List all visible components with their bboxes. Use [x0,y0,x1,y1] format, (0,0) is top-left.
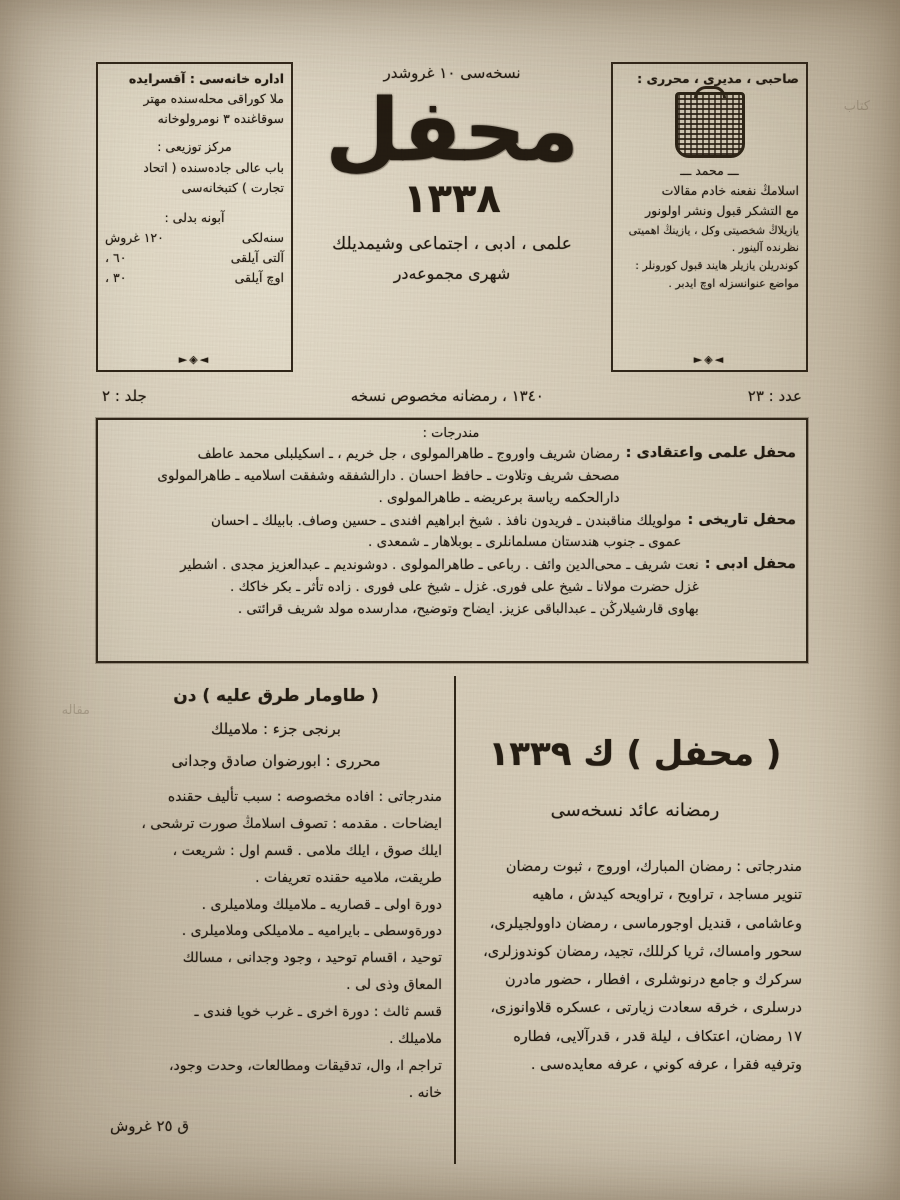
book-part: برنجى جزء : ملاميلك [211,720,341,738]
contents-section [106,555,796,621]
contents-line: بهاوى قارشيلارڭن ـ عبدالباقى عزيز. ايضاح وتوضيح، مدارسده مولد شريف قرائتى . [237,601,699,618]
ad-line: درسلرى ، خرقه سعادت زيارتى ، عسكره قلاوانوزى، [490,1000,802,1017]
subscription-price: ٣٠ ، [105,270,127,286]
contents-line: نعت شريف ـ محى‌الدين وائف . رباعى ـ طاهرالمولوى . دوشونديم ـ عبدالعزيز مجدى . اشطير [180,557,699,574]
contents-section [106,444,796,510]
ornament-divider: ◄◈► [693,353,726,366]
contents-heading: مندرجات : [422,426,480,441]
masthead [96,62,808,372]
book-line: المعاق وذى لى . [346,977,442,994]
publisher-box [611,62,808,372]
bleed-through-text: كتاب [843,99,870,114]
subscription-price: ٦٠ ، [105,250,127,265]
book-price: ق ٢٥ غروش [110,1116,189,1135]
publisher-line: كوندريلن يازيلر هايند قبول كورونلر : [635,259,799,273]
book-line: دورة اولى ـ قصاريه ـ ملاميلك وملاميلرى . [201,896,442,913]
admin-line: ملا كوراقى محله‌سنده مهتر [143,91,284,107]
ad-title: ( محفل ) ك ١٣٣٩ [488,734,782,774]
publisher-heading: صاحبى ، مديرى ، محررى : [637,71,799,86]
contents-section-lines [106,555,699,621]
masthead-year: ١٣٣٨ [403,176,501,222]
contents-line: غزل حضرت مولانا ـ شيخ على فورى. غزل ـ شيخ على فورى . زاده تأثر ـ بكر خاكك . [230,579,699,596]
ornament-divider: ◄◈► [178,353,211,366]
book-line: ملاميلك . [389,1030,442,1047]
contents-line: مصحف شريف وتلاوت ـ حافظ احسان . دارالشفقه وشفقت اسلاميه ـ طاهرالمولوى [157,467,620,484]
distribution-line: تجارت ) كتبخانه‌سى [181,179,284,195]
contents-box [96,418,808,663]
book-announcement-column [104,676,456,1164]
subscription-row [105,269,284,287]
masthead-periodicity: شهرى مجموعه‌در [393,264,511,283]
book-body [110,784,442,1107]
book-line: توحيد ، اقسام توحيد ، وجود وجدانى ، مسالك [182,950,442,967]
subscription-period: سنه‌لكى [241,229,284,245]
publisher-line: اسلامڭ نفعنه خادم مقالات [661,183,799,199]
ad-line: تنوير مساجد ، تراويح ، تراويحه كيدش ، ماهيه [532,887,802,904]
issue-number: عدد : ٢٣ [747,387,802,405]
contents-line: عموى ـ جنوب هندستان مسلمانلرى ـ بوبلاهار ـ شمعدى . [368,534,682,551]
ad-line: مندرجاتى : رمضان المبارك، اوروج ، ثبوت رمضان [505,859,802,875]
ad-body [468,853,802,1079]
admin-heading: اداره خانه‌سى : آقسرايده [128,71,284,86]
book-line: مندرجاتى : افاده مخصوصه : سبب تأليف حقنده [167,789,442,805]
contents-line: رمضان شريف واوروج ـ طاهرالمولوى ، جل خريم ، ـ اسكيلبلى محمد عاطف [197,446,620,462]
book-line: دورةوسطى ـ بايراميه ـ ملاميلكى وملاميلرى . [181,923,442,940]
contents-line: مولويلك مناقبندن ـ فريدون نافذ . شيخ ابراهيم افندى ـ حسين وصاف. بابيلك ـ احسان [210,512,682,529]
administration-box [96,62,293,372]
masthead-seal-icon [675,92,745,158]
publisher-line: نظرنده آلينور . [731,241,799,255]
issue-bar [96,382,808,410]
masthead-subtitle: علمى ، ادبى ، اجتماعى وشيمديلك [332,234,572,254]
book-line: تراجم ا، وال، تدقيقات ومطالعات، وحدت وجود، [169,1057,442,1074]
subscription-heading: آبونه بدلى : [164,209,225,225]
contents-section-label: محفل ادبى : [704,556,796,573]
publisher-line: يازيلاڭ شخصيتى وكل ، يازينڭ اهميتى [628,223,799,237]
book-title: ( طاومار طرق عليه ) دن [173,686,379,706]
page-title: محفل [325,81,579,181]
contents-section [106,511,796,555]
subscription-row [105,229,284,247]
book-editor: محررى : ابورضوان صادق وجدانى [171,752,381,770]
ad-line: وعاشامى ، قنديل اوجورماسى ، رمضان داوولجيلرى، [489,915,802,932]
ad-line: وترفيه فقرا ، عرفه كوني ، عرفه معايده‌سى . [530,1056,802,1073]
subscription-price: ١٢٠ غروش [105,229,164,245]
ad-line: ١٧ رمضان، اعتكاف ، ليلة قدر ، قدرآلايى، فطاره [513,1028,802,1045]
seal-caption: ـــ محمد ـــ [680,163,739,179]
advertisement-column [456,676,808,1164]
ad-subtitle: رمضانه عائد نسخه‌سى [550,800,720,821]
lower-columns [96,676,808,1164]
contents-section-label: محفل علمى واعتقادى : [625,445,796,461]
subscription-row [105,249,284,267]
distribution-line: باب عالى جاده‌سنده ( اتحاد [143,159,284,175]
issue-date: ١٣٤٠ ، رمضانه مخصوص نسخه [350,387,544,405]
contents-section-label: محفل تاريخى : [687,511,796,528]
publisher-line: مع التشكر قبول ونشر اولونور [645,203,799,219]
bleed-through-text: مقاله [61,703,90,718]
book-line: طريقت، ملاميه حقنده تعريفات . [255,869,442,886]
masthead-center [302,62,602,372]
contents-section-lines [106,511,681,555]
book-line: قسم ثالث : دورة اخرى ـ غرب خويا فندى ـ [194,1004,442,1020]
ad-line: سركرك و جامع درنوشلرى ، افطار ، حضور مادرن [505,972,802,989]
publisher-line: مواضع عنوانسزله اوچ ايدبر . [668,277,799,291]
issue-volume: جلد : ٢ [102,387,147,405]
ad-line: سحور وامساك، ثريا كرللك، تجيد، رمضان كوندوزلرى، [483,943,802,960]
contents-line: دارالحكمه رياسة برعريضه ـ طاهرالمولوى . [378,489,620,506]
book-line: ايلك صوق ، ايلك ملامى . قسم اول : شريعت ، [172,842,442,859]
subscription-period: اوچ آيلقى [234,270,284,286]
book-line: خانه . [408,1084,442,1101]
distribution-heading: مركز توزيعى : [157,139,232,155]
contents-section-lines [106,444,620,510]
admin-line: سوقاغنده ٣ نومرولوخانه [157,111,284,127]
subscription-period: آلتى آيلقى [230,250,284,265]
issue-price: نسخه‌سى ١٠ غروشدر [383,64,521,82]
book-line: ايضاحات . مقدمه : تصوف اسلامڭ صورت ترشحى ، [141,815,442,832]
